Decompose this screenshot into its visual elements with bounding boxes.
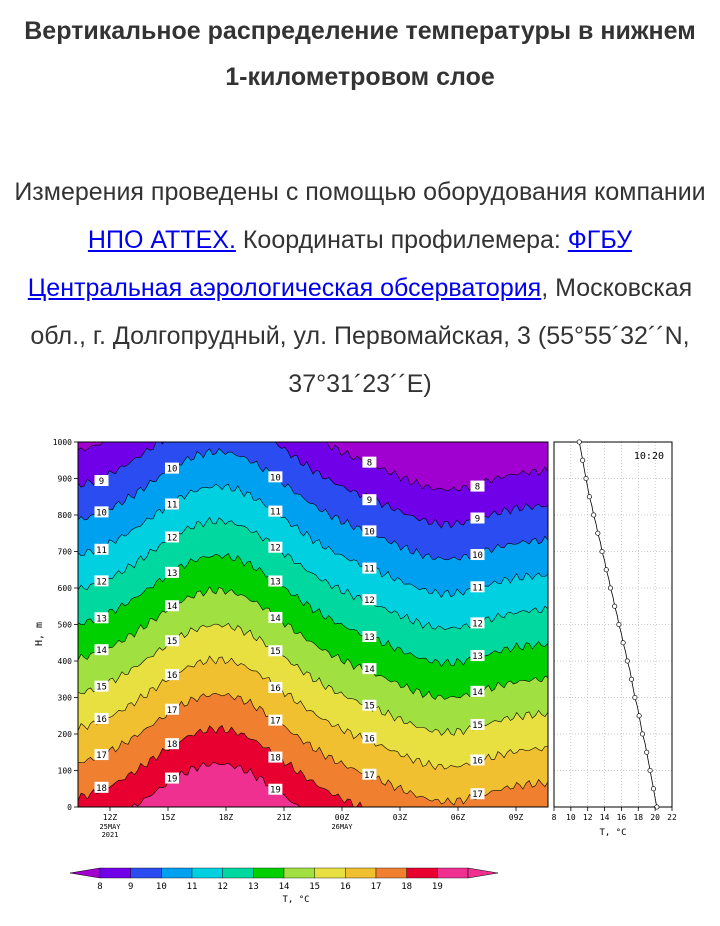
heatmap-contour-label-18-2	[268, 752, 282, 764]
heatmap-contour-label-19-2	[268, 784, 282, 796]
heatmap-contour-label-11-0	[95, 544, 109, 556]
colorbar-swatch	[161, 868, 192, 878]
heatmap-contour-label-text: 17	[363, 770, 375, 781]
observatory-link[interactable]: ФГБУ Центральная аэрологическая обсерватория	[27, 226, 633, 302]
profile-point	[608, 586, 612, 590]
profile-point	[596, 531, 600, 535]
info-middle: Координаты профилемера:	[235, 226, 568, 254]
heatmap-x-tick-sublabel: 26MAY	[331, 823, 353, 831]
heatmap-contour-label-text: 11	[363, 564, 375, 575]
heatmap-contour-label-text: 14	[269, 613, 281, 624]
heatmap-contour-label-17-2	[268, 715, 282, 727]
heatmap-contour-label-10-2	[268, 471, 282, 483]
colorbar-tick-label: 15	[309, 882, 321, 892]
colorbar-swatch	[437, 868, 468, 878]
profile-x-tick-label: 10	[566, 813, 576, 822]
heatmap-contour-label-16-4	[471, 754, 485, 766]
heatmap-contour-label-15-4	[471, 719, 485, 731]
colorbar-swatch	[253, 868, 284, 878]
temperature-colorbar	[70, 868, 498, 905]
heatmap-contour-label-14-4	[471, 686, 485, 698]
profile-point	[587, 495, 591, 499]
heatmap-contour-label-text: 17	[96, 751, 107, 762]
heatmap-contour-label-text: 8	[366, 458, 373, 469]
heatmap-contour-label-text: 19	[269, 785, 281, 796]
heatmap-contour-label-text: 9	[98, 477, 105, 488]
heatmap-contour-label-13-1	[165, 567, 179, 579]
profile-x-tick-label: 14	[599, 813, 610, 822]
heatmap-contour-label-15-2	[268, 645, 282, 657]
profile-point	[621, 641, 625, 645]
heatmap-y-tick-label: 200	[57, 730, 72, 739]
heatmap-contour-label-text: 14	[166, 602, 178, 613]
heatmap-contour-label-text: 10	[363, 527, 375, 538]
heatmap-contour-label-text: 17	[269, 716, 281, 727]
profile-point	[637, 714, 641, 718]
heatmap-contour-label-11-2	[268, 506, 282, 518]
heatmap-y-tick-label: 700	[57, 547, 72, 557]
colorbar-arrow-left	[70, 868, 100, 878]
heatmap-contour-label-text: 11	[96, 545, 107, 556]
profile-point	[612, 604, 616, 608]
heatmap-contour-label-8-3	[362, 457, 376, 469]
heatmap-contour-label-11-1	[165, 498, 179, 510]
heatmap-contour-label-text: 15	[363, 701, 375, 712]
info-suffix: , Московская обл., г. Долгопрудный, ул. Первомайская, 3 (55°55´32´´N, 37°31´23´´E)	[30, 274, 693, 398]
heatmap-contour-label-10-4	[471, 549, 485, 561]
heatmap-x-tick-label: 03Z	[392, 813, 408, 822]
heatmap-contour-label-12-3	[362, 594, 376, 606]
heatmap-y-axis-label: H, m	[34, 621, 45, 647]
heatmap-contour-label-text: 15	[166, 637, 178, 648]
heatmap-x-tick-sublabel: 25MAY	[99, 823, 121, 831]
heatmap-contour-label-13-0	[95, 612, 109, 624]
heatmap-contour-label-16-1	[165, 669, 179, 681]
temperature-profile-chart	[552, 440, 677, 838]
heatmap-contour-label-text: 12	[269, 543, 281, 554]
colorbar-tick-label: 16	[339, 882, 351, 892]
heatmap-contour-label-14-1	[165, 600, 179, 612]
colorbar-tick-label: 13	[247, 882, 259, 892]
profile-point	[645, 750, 649, 754]
colorbar-swatch	[315, 868, 346, 878]
heatmap-contour-label-text: 16	[472, 756, 483, 767]
heatmap-contour-label-text: 10	[472, 551, 483, 562]
heatmap-contour-label-text: 14	[96, 646, 107, 657]
heatmap-x-tick-label: 12Z	[102, 813, 118, 822]
colorbar-swatch	[131, 868, 162, 878]
heatmap-x-tick-label: 21Z	[276, 813, 292, 822]
heatmap-contour-label-text: 12	[472, 619, 483, 630]
profile-point	[625, 659, 629, 663]
heatmap-contour-label-text: 13	[166, 568, 178, 579]
heatmap-contour-label-text: 17	[472, 790, 483, 801]
profile-x-tick-label: 16	[616, 813, 627, 822]
heatmap-contour-label-text: 16	[96, 714, 107, 725]
colorbar-arrow-right	[468, 868, 498, 878]
heatmap-contour-label-text: 19	[166, 774, 178, 785]
heatmap-y-tick-label: 400	[57, 657, 72, 666]
colorbar-swatch	[376, 868, 407, 878]
profile-point	[604, 568, 608, 572]
heatmap-x-tick-label: 06Z	[450, 813, 466, 822]
heatmap-contour-label-text: 12	[166, 533, 178, 544]
company-link[interactable]: НПО АТТЕХ.	[87, 226, 236, 254]
colorbar-tick-label: 18	[401, 882, 413, 892]
profile-x-axis-label: T, °C	[599, 828, 627, 838]
profile-point	[591, 513, 595, 517]
heatmap-contour-label-text: 10	[96, 508, 107, 519]
colorbar-swatch	[100, 868, 131, 878]
profile-point	[648, 768, 652, 772]
heatmap-contour-label-12-4	[471, 617, 485, 629]
heatmap-contour-label-13-4	[471, 650, 485, 662]
colorbar-tick-label: 8	[97, 882, 103, 892]
colorbar-tick-label: 19	[431, 882, 443, 892]
heatmap-y-tick-label: 500	[57, 620, 72, 630]
heatmap-y-tick-label: 300	[57, 693, 72, 703]
heatmap-contour-label-text: 16	[363, 734, 375, 745]
heatmap-contour-label-text: 10	[269, 473, 281, 484]
heatmap-contour-label-9-3	[362, 494, 376, 506]
heatmap-contour-label-text: 14	[363, 665, 375, 676]
heatmap-contour-label-text: 14	[472, 687, 483, 698]
heatmap-contour-label-text: 11	[472, 583, 483, 594]
heatmap-y-tick-label: 800	[57, 511, 72, 520]
heatmap-contour-label-9-4	[471, 513, 485, 525]
heatmap-x-tick-label: 18Z	[218, 813, 234, 822]
heatmap-contour-label-text: 18	[269, 753, 281, 764]
profile-point	[633, 695, 637, 699]
info-prefix: Измерения проведены с помощью оборудования компании	[14, 178, 706, 206]
heatmap-contour-label-text: 11	[269, 507, 281, 518]
heatmap-contour-label-13-3	[362, 631, 376, 643]
heatmap-contour-label-12-0	[95, 575, 109, 587]
heatmap-y-tick-label: 900	[57, 474, 72, 484]
profile-point	[600, 549, 604, 553]
colorbar-tick-label: 10	[155, 882, 167, 892]
profile-point	[617, 622, 621, 626]
heatmap-y-tick-label: 1000	[52, 438, 72, 447]
heatmap-contour-label-18-0	[95, 782, 109, 794]
profile-point	[584, 476, 588, 480]
heatmap-y-tick-label: 100	[57, 766, 72, 776]
heatmap-x-tick-label: 00Z	[334, 813, 350, 822]
profile-x-tick-label: 20	[650, 813, 660, 822]
heatmap-contour-label-13-2	[268, 576, 282, 588]
profile-x-tick-label: 22	[667, 813, 677, 822]
heatmap-contour-label-text: 11	[166, 500, 178, 511]
heatmap-contour-label-text: 13	[472, 652, 483, 663]
profile-time-label: 10:20	[633, 451, 664, 462]
heatmap-contour-label-12-2	[268, 542, 282, 554]
heatmap-contour-label-14-3	[362, 663, 376, 675]
heatmap-contour-label-15-0	[95, 681, 109, 693]
temperature-heatmap	[34, 430, 548, 875]
heatmap-y-tick-label: 0	[67, 803, 72, 812]
heatmap-contour-label-text: 16	[269, 683, 281, 694]
heatmap-contour-label-10-0	[95, 506, 109, 518]
heatmap-contour-label-text: 12	[363, 596, 375, 607]
heatmap-contour-label-17-4	[471, 788, 485, 800]
heatmap-contour-label-15-1	[165, 635, 179, 647]
page-title: Вертикальное распределение температуры в нижнем 1-километровом слое	[24, 17, 696, 91]
colorbar-tick-label: 12	[217, 882, 229, 892]
colorbar-tick-label: 11	[186, 882, 198, 892]
heatmap-contour-label-text: 9	[366, 496, 373, 507]
heatmap-x-tick-label: 15Z	[160, 813, 176, 822]
heatmap-contour-label-8-4	[471, 481, 485, 493]
colorbar-swatch	[407, 868, 438, 878]
profile-point	[577, 440, 581, 444]
heatmap-y-tick-label: 600	[57, 584, 72, 593]
heatmap-contour-label-16-2	[268, 682, 282, 694]
measurement-info	[14, 168, 706, 408]
profile-background	[554, 442, 672, 807]
colorbar-tick-label: 14	[278, 882, 290, 892]
profile-point	[629, 677, 633, 681]
profile-x-tick-label: 18	[633, 813, 644, 822]
profile-x-tick-label: 8	[551, 813, 557, 822]
profile-point	[640, 732, 644, 736]
heatmap-contour-label-text: 10	[166, 464, 178, 475]
heatmap-contour-label-text: 15	[472, 721, 483, 732]
colorbar-swatch	[223, 868, 254, 878]
colorbar-swatch	[345, 868, 376, 878]
heatmap-contour-label-text: 15	[96, 682, 107, 693]
heatmap-x-tick-label: 09Z	[508, 813, 524, 822]
heatmap-contour-label-text: 16	[166, 671, 178, 682]
colorbar-tick-label: 9	[127, 882, 134, 892]
heatmap-contour-label-14-0	[95, 644, 109, 656]
heatmap-contour-label-17-0	[95, 749, 109, 761]
heatmap-contour-label-11-3	[362, 563, 376, 575]
profile-point	[580, 458, 584, 462]
heatmap-contour-label-11-4	[471, 581, 485, 593]
heatmap-contour-label-16-3	[362, 732, 376, 744]
temperature-figure	[0, 430, 720, 910]
heatmap-x-tick-sublabel: 2021	[101, 831, 119, 839]
heatmap-contour-label-17-3	[362, 769, 376, 781]
colorbar-tick-label: 17	[370, 882, 382, 892]
heatmap-contour-label-text: 12	[96, 577, 107, 588]
colorbar-label: T, °C	[282, 895, 310, 905]
heatmap-contour-label-text: 17	[166, 705, 178, 716]
heatmap-contour-label-text: 13	[363, 633, 375, 644]
heatmap-contour-label-text: 18	[166, 740, 178, 751]
heatmap-contour-label-17-1	[165, 704, 179, 716]
heatmap-contour-label-18-1	[165, 738, 179, 750]
heatmap-contour-label-9-0	[95, 475, 109, 487]
heatmap-contour-label-14-2	[268, 612, 282, 624]
heatmap-contour-label-text: 8	[474, 482, 481, 493]
heatmap-contour-label-10-1	[165, 463, 179, 475]
profile-point	[651, 787, 655, 791]
heatmap-contour-label-19-1	[165, 773, 179, 785]
heatmap-contour-label-16-0	[95, 713, 109, 725]
heatmap-contour-label-text: 9	[474, 514, 481, 525]
colorbar-swatch	[192, 868, 223, 878]
heatmap-contour-label-text: 13	[269, 577, 281, 588]
heatmap-contour-label-12-1	[165, 531, 179, 543]
heatmap-contour-label-text: 13	[96, 614, 107, 625]
colorbar-swatch	[284, 868, 315, 878]
heatmap-contour-label-10-3	[362, 525, 376, 537]
heatmap-contour-label-text: 18	[96, 783, 107, 794]
profile-x-tick-label: 12	[582, 813, 593, 822]
heatmap-contour-label-text: 15	[269, 647, 281, 658]
heatmap-contour-label-15-3	[362, 700, 376, 712]
